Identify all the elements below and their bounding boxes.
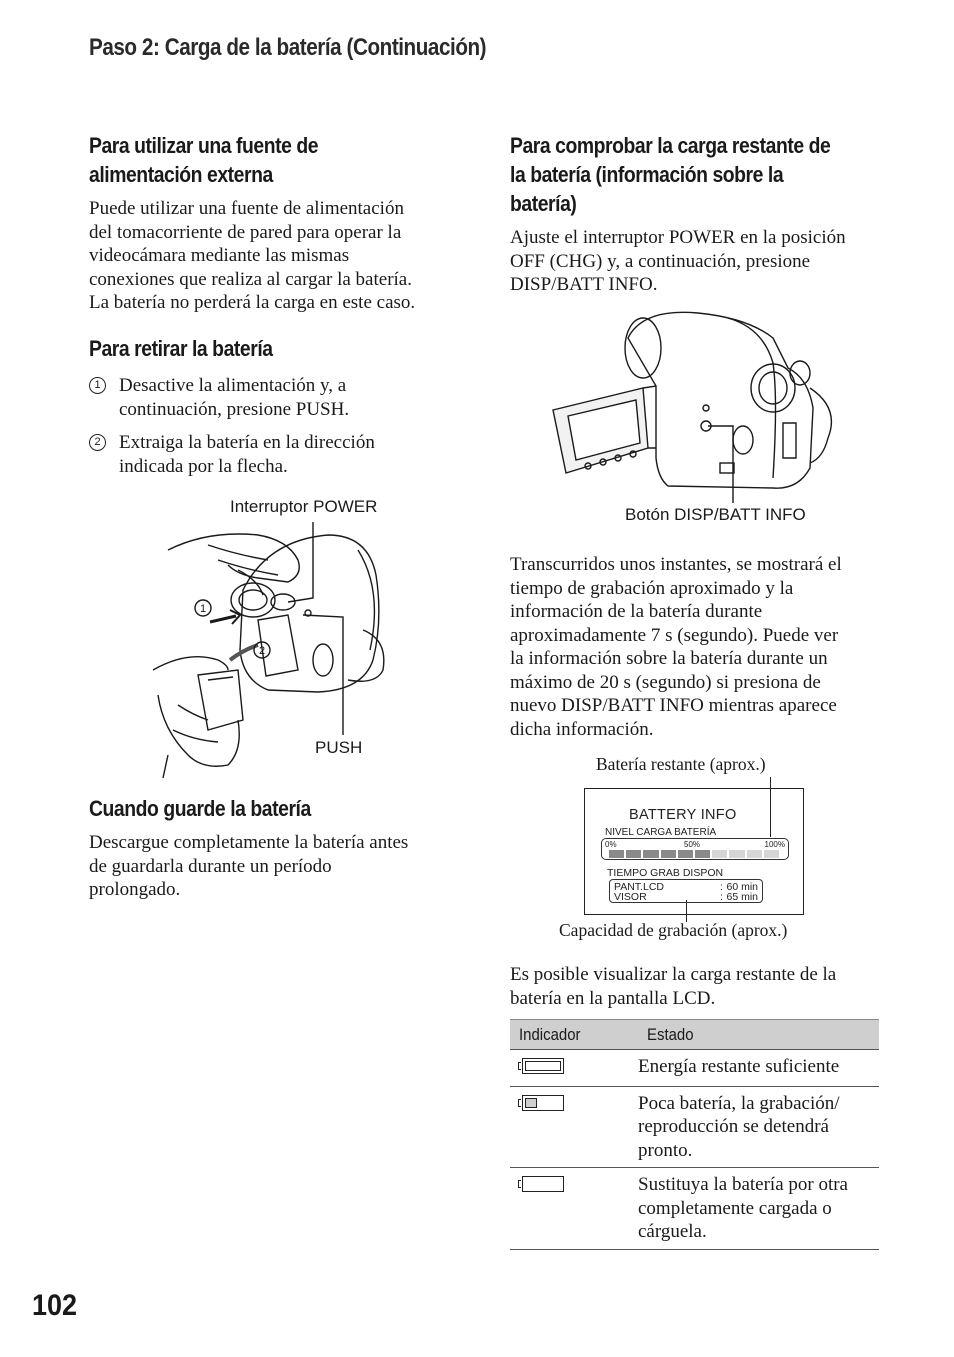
step-1: 1 Desactive la alimentación y, a continuación, presione PUSH.	[89, 374, 349, 421]
pct-50: 50%	[684, 840, 701, 849]
lcd-row-value: 60 min	[726, 881, 758, 893]
battery-removal-illustration	[148, 520, 398, 780]
page-number: 102	[32, 1289, 78, 1322]
battery-level-segment	[764, 850, 779, 858]
section-heading-remove-battery: Para retirar la batería	[89, 336, 273, 361]
table-header-row	[510, 1020, 879, 1050]
section-heading-external-power: Para utilizar una fuente de alimentación externa	[89, 133, 319, 187]
battery-level-segment	[678, 850, 693, 858]
label-recording-capacity: Capacidad de grabación (aprox.)	[559, 920, 788, 940]
step-number-1: 1	[89, 377, 106, 394]
status-cell: Poca batería, la grabación/ reproducción se detendrá pronto.	[638, 1086, 879, 1168]
recording-time-label: TIEMPO GRAB DISPON	[607, 867, 724, 879]
status-cell: Sustituya la batería por otra completamente cargada o cárguela.	[638, 1168, 879, 1250]
pct-0: 0%	[605, 840, 617, 849]
section-heading-store-battery: Cuando guarde la batería	[89, 796, 311, 821]
battery-empty-icon	[522, 1176, 564, 1192]
battery-low-icon	[522, 1095, 564, 1111]
table-header-indicator: Indicador	[510, 1020, 638, 1050]
battery-level-segment	[747, 850, 762, 858]
external-power-paragraph: Puede utilizar una fuente de alimentación del tomacorriente de pared para operar la videocámara mediante las mismas conexiones que realiza al cargar la batería. La batería no perderá la carga en este caso.	[89, 198, 416, 313]
table-row	[510, 1086, 879, 1168]
pct-100: 100%	[764, 840, 785, 849]
battery-info-screen	[584, 788, 804, 915]
figure-marker-2: 2	[258, 645, 266, 657]
recording-time-box	[609, 879, 763, 903]
battery-level-segment	[661, 850, 676, 858]
visor-row-value: 65 min	[726, 891, 758, 903]
check-battery-paragraph: Ajuste el interruptor POWER en la posición OFF (CHG) y, a continuación, presione DISP/BATT INFO.	[510, 227, 846, 295]
step-number-2: 2	[89, 434, 106, 451]
figure-marker-1: 1	[199, 603, 207, 615]
page-header-title: Paso 2: Carga de la batería (Continuación)	[89, 34, 487, 61]
battery-level-segment	[729, 850, 744, 858]
battery-level-segment	[643, 850, 658, 858]
battery-level-segment	[626, 850, 641, 858]
visor-row-label: VISOR	[614, 891, 647, 903]
display-info-paragraph: Transcurridos unos instantes, se mostrará el tiempo de grabación aproximado y la información de la batería durante aproximadamente 7 s (segundo). Puede ver la información sobre la batería durante un máximo de 20 s (segundo) si presiona de nuevo DISP/BATT INFO mientras aparece dicha información.	[510, 554, 842, 740]
store-battery-paragraph: Descargue completamente la batería antes de guardarla durante un período prolongado.	[89, 832, 409, 900]
battery-level-segment	[712, 850, 727, 858]
visor-row-sep: :	[720, 891, 723, 903]
battery-info-title: BATTERY INFO	[629, 807, 737, 823]
figure-label-power-switch: Interruptor POWER	[230, 497, 378, 516]
battery-level-segment	[695, 850, 710, 858]
figure-label-disp-batt-info: Botón DISP/BATT INFO	[625, 505, 806, 524]
status-cell: Energía restante suficiente	[638, 1050, 879, 1087]
section-heading-check-battery: Para comprobar la carga restante de la batería (información sobre la batería)	[510, 133, 831, 216]
lcd-indicator-paragraph: Es posible visualizar la carga restante de la batería en la pantalla LCD.	[510, 964, 837, 1009]
label-remaining-battery: Batería restante (aprox.)	[596, 754, 766, 774]
camcorder-illustration	[548, 308, 840, 508]
table-row	[510, 1168, 879, 1250]
step-2: 2 Extraiga la batería en la dirección indicada por la flecha.	[89, 431, 375, 478]
battery-full-icon	[522, 1058, 564, 1074]
battery-level-label: NIVEL CARGA BATERÍA	[605, 827, 717, 838]
table-row	[510, 1050, 879, 1087]
battery-indicator-table	[510, 1019, 879, 1250]
lcd-row-label: PANT.LCD	[614, 881, 664, 893]
lcd-row-sep: :	[720, 881, 723, 893]
battery-level-bar	[601, 838, 789, 860]
battery-level-segment	[609, 850, 624, 858]
figure-label-push: PUSH	[315, 738, 363, 757]
table-header-status: Estado	[638, 1020, 879, 1050]
